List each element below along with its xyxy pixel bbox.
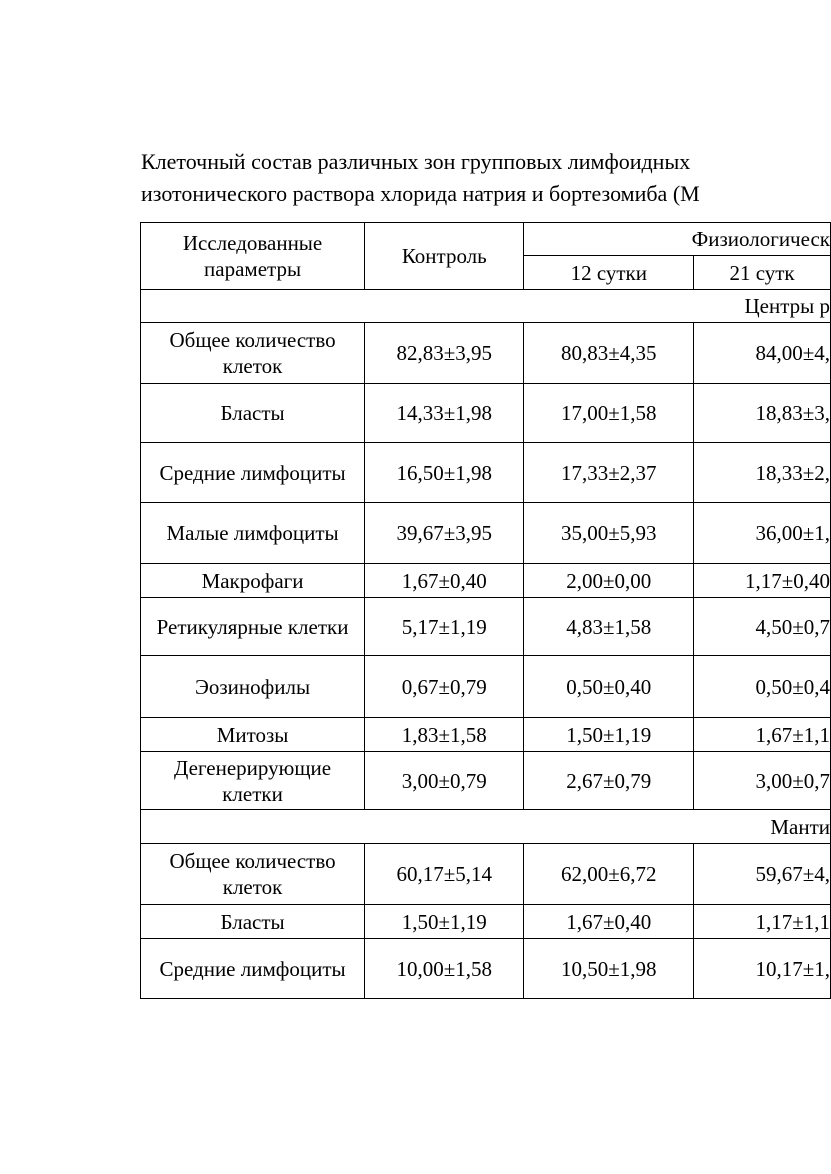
- day21-cell: 10,17±1,: [694, 939, 831, 999]
- day12-cell: 1,50±1,19: [524, 718, 694, 752]
- day12-cell: 17,33±2,37: [524, 443, 694, 503]
- param-cell: Дегенерирующие клетки: [141, 752, 365, 810]
- table-row: [141, 752, 831, 810]
- table-row: [141, 939, 831, 999]
- day21-cell: 59,67±4,: [694, 844, 831, 905]
- day12-cell: 2,00±0,00: [524, 564, 694, 598]
- table-row: [141, 656, 831, 718]
- day21-cell: 3,00±0,7: [694, 752, 831, 810]
- control-cell: 10,00±1,58: [365, 939, 524, 999]
- table-row: [141, 844, 831, 905]
- param-cell: Эозинофилы: [141, 656, 365, 718]
- section-title: Центры р: [141, 290, 831, 323]
- table-row: [141, 384, 831, 443]
- control-cell: 39,67±3,95: [365, 503, 524, 564]
- day12-cell: 35,00±5,93: [524, 503, 694, 564]
- control-cell: 3,00±0,79: [365, 752, 524, 810]
- caption-line-1: Клеточный состав различных зон групповых лимфоидных: [141, 149, 691, 174]
- day12-cell: 1,67±0,40: [524, 905, 694, 939]
- day12-cell: 2,67±0,79: [524, 752, 694, 810]
- day21-cell: 36,00±1,: [694, 503, 831, 564]
- param-cell: Бласты: [141, 384, 365, 443]
- table-row: [141, 443, 831, 503]
- param-cell: Общее количество клеток: [141, 323, 365, 384]
- table-row: [141, 503, 831, 564]
- day21-cell: 1,67±1,1: [694, 718, 831, 752]
- param-cell: Средние лимфоциты: [141, 443, 365, 503]
- header-row-1: [141, 223, 831, 256]
- header-day21: 21 сутк: [694, 256, 831, 290]
- day21-cell: 0,50±0,4: [694, 656, 831, 718]
- data-table: [140, 222, 831, 999]
- day12-cell: 0,50±0,40: [524, 656, 694, 718]
- section-row: [141, 810, 831, 844]
- day21-cell: 84,00±4,: [694, 323, 831, 384]
- day12-cell: 4,83±1,58: [524, 598, 694, 656]
- control-cell: 82,83±3,95: [365, 323, 524, 384]
- param-cell: Макрофаги: [141, 564, 365, 598]
- control-cell: 5,17±1,19: [365, 598, 524, 656]
- section-row: [141, 290, 831, 323]
- table-caption: [141, 146, 831, 210]
- header-params: Исследованные параметры: [141, 223, 365, 290]
- header-group: Физиологическ: [524, 223, 831, 256]
- day12-cell: 17,00±1,58: [524, 384, 694, 443]
- control-cell: 0,67±0,79: [365, 656, 524, 718]
- day12-cell: 62,00±6,72: [524, 844, 694, 905]
- day12-cell: 10,50±1,98: [524, 939, 694, 999]
- control-cell: 16,50±1,98: [365, 443, 524, 503]
- section-title: Манти: [141, 810, 831, 844]
- table-row: [141, 564, 831, 598]
- header-day12: 12 сутки: [524, 256, 694, 290]
- control-cell: 60,17±5,14: [365, 844, 524, 905]
- day12-cell: 80,83±4,35: [524, 323, 694, 384]
- day21-cell: 1,17±0,40: [694, 564, 831, 598]
- table-row: [141, 718, 831, 752]
- param-cell: Малые лимфоциты: [141, 503, 365, 564]
- day21-cell: 1,17±1,1: [694, 905, 831, 939]
- day21-cell: 18,83±3,: [694, 384, 831, 443]
- control-cell: 1,83±1,58: [365, 718, 524, 752]
- control-cell: 1,50±1,19: [365, 905, 524, 939]
- param-cell: Бласты: [141, 905, 365, 939]
- control-cell: 1,67±0,40: [365, 564, 524, 598]
- param-cell: Митозы: [141, 718, 365, 752]
- param-cell: Общее количество клеток: [141, 844, 365, 905]
- header-control: Контроль: [365, 223, 524, 290]
- control-cell: 14,33±1,98: [365, 384, 524, 443]
- day21-cell: 18,33±2,: [694, 443, 831, 503]
- table-row: [141, 598, 831, 656]
- day21-cell: 4,50±0,7: [694, 598, 831, 656]
- param-cell: Средние лимфоциты: [141, 939, 365, 999]
- param-cell: Ретикулярные клетки: [141, 598, 365, 656]
- caption-line-2: изотонического раствора хлорида натрия и бортезомиба (М: [141, 181, 700, 206]
- table-row: [141, 905, 831, 939]
- table-row: [141, 323, 831, 384]
